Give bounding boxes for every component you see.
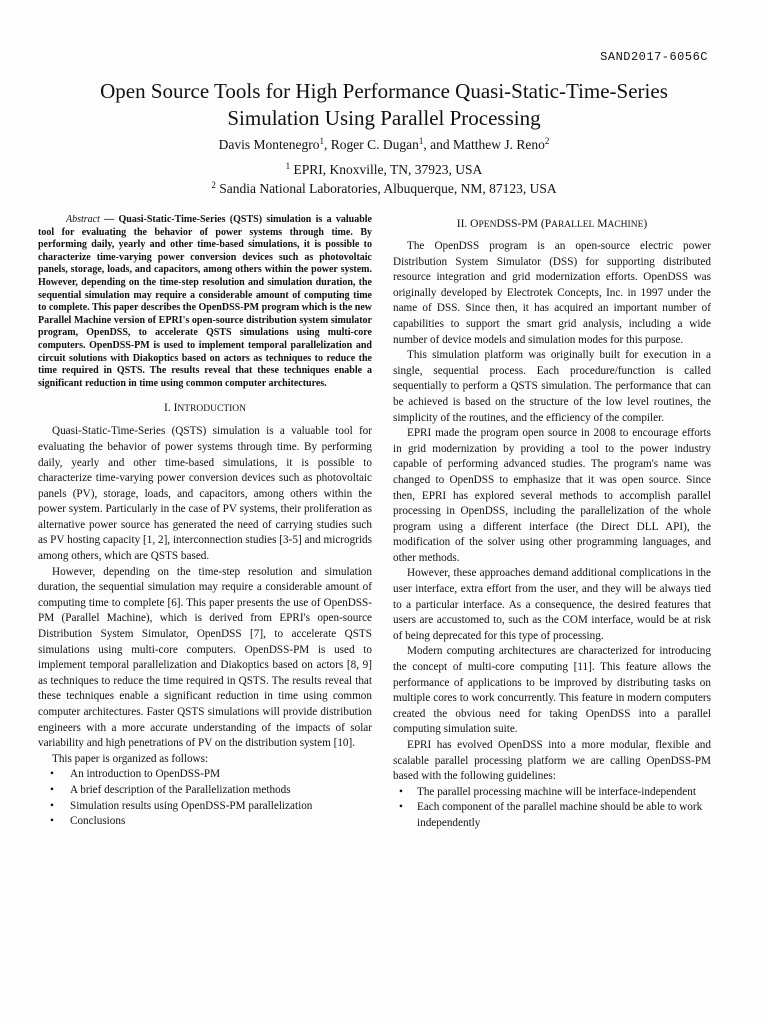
title-line-2: Simulation Using Parallel Processing <box>227 106 541 130</box>
list-item: • Each component of the parallel machine should be able to work independently <box>393 800 711 831</box>
affiliation-1 <box>40 162 728 178</box>
list-item: • A brief description of the Parallelization methods <box>38 783 372 799</box>
author-list <box>40 137 728 153</box>
author-affiliation-mark: 1 <box>418 136 424 146</box>
outline-list <box>38 767 372 829</box>
body-paragraph: However, these approaches demand additional complications in the user interface, extra effort from the user, and they will be always tied to a particular interface. As a consequence, the desired features that users are accustomed to, such as the COM interface, would be at risk of being deprecated for this type of processing. <box>393 567 711 642</box>
author-affiliation-mark: 1 <box>319 136 324 146</box>
paper-title <box>40 78 728 132</box>
author-name: Davis Montenegro <box>218 137 320 152</box>
author-name: Matthew J. Reno <box>452 137 545 152</box>
body-paragraph: Modern computing architectures are characterized for introducing the concept of multi-core computing [11]. This feature allows the performance of applications to be improved by distributing tasks on multiple cores to work concurrently. This feature in modern computers created the obvious need for taking OpenDSS into a parallel computing simulation suite. <box>393 645 711 736</box>
body-paragraph: However, depending on the time-step resolution and simulation duration, the sequential simulation may require a considerable amount of computing time to complete [6]. This paper presents the use of OpenDSS-PM (Parallel Machine), which is derived from EPRI's open-source Distribution System Simulator, OpenDSS [7], to accelerate QSTS simulations using multi-core computers. OpenDSS-PM is used to implement temporal parallelization and Diakoptics based on actors [8, 9] as techniques to reduce the time required in QSTS. The results reveal that these techniques enable a significant reduction in time using common computer architectures. Faster QSTS simulations will provide distribution engineers with a more accurate understanding of the impacts of solar variability and high penetrations of PV on the distribution system [10]. <box>38 565 372 750</box>
affiliation-text: EPRI, Knoxville, TN, 37923, USA <box>290 162 483 177</box>
section-heading-introduction: I. INTRODUCTION <box>163 402 247 415</box>
body-paragraph: This simulation platform was originally built for execution in a single, sequential process. Each procedure/function is called sequentially to perform a QSTS simulation. The performance that can be achieved is based on the structure of the low level routines, the simplicity of the routines, and the efficiency of the compiler. <box>393 349 711 424</box>
body-paragraph: Quasi-Static-Time-Series (QSTS) simulation is a valuable tool for evaluating the behavior of power systems through time. By performing daily, yearly and other time-based simulations, it is possible to characterize time-varying power conversion devices such as photovoltaic panels (PV), storage, loads, and capacitors, among others within the power system. Particularly in the case of PV systems, their proliferation as alternative power source has generated the need of carrying studies such as PV hosting capacity [1, 2], interconnection studies [3-5] and microgrids among others, which are QSTS based. <box>38 425 372 563</box>
abstract-label: Abstract <box>66 214 100 225</box>
title-line-1: Open Source Tools for High Performance Quasi-Static-Time-Series <box>100 79 668 103</box>
author-name: Roger C. Dugan <box>330 137 419 152</box>
list-item: • Simulation results using OpenDSS-PM parallelization <box>38 799 372 815</box>
left-column <box>38 214 372 830</box>
list-item: • The parallel processing machine will be interface-independent <box>393 785 711 801</box>
list-item: • Conclusions <box>38 814 372 830</box>
section-heading-opendss-pm: II. OPENDSS-PM (PARALLEL MACHINE) <box>456 218 648 230</box>
body-paragraph: EPRI has evolved OpenDSS into a more modular, flexible and scalable parallel processing platform we are calling OpenDSS-PM based with the following guidelines: <box>393 739 711 783</box>
abstract-text: Quasi-Static-Time-Series (QSTS) simulation is a valuable tool for evaluating the behavior of power systems through time. By performing daily, yearly and other time-based simulations, it is possible to characterize time-varying power conversion devices such as photovoltaic panels, storage, loads, and capacitors, among others within the power system. However, depending on the time-step resolution and simulation duration, the sequential simulation may require a considerable amount of computing time to complete. This paper describes the OpenDSS-PM program which is the new Parallel Machine version of EPRI's open-source distribution system simulator program, OpenDSS, to accelerate QSTS simulations using multi-core computers. OpenDSS-PM is used to implement temporal parallelization and circuit solutions with Diakoptics based on actors as techniques to reduce the time required in QSTS. The results reveal that these techniques enable a significant reduction in time using common computer architectures. <box>38 214 372 389</box>
affiliation-2 <box>40 181 728 197</box>
author-separator: , and <box>423 137 453 152</box>
body-paragraph: EPRI made the program open source in 2008 to encourage efforts in grid modernization by providing a tool to the power industry capable of performing advanced studies. The program's name was changed to OpenDSS to emphasize that it was open source. Since then, EPRI has explored several methods to accomplish parallel processing in OpenDSS, including the parallelization of the whole program using a different interface (the Direct DLL API), the modification of the solver using other programming languages, and other methods. <box>393 427 711 564</box>
body-paragraph: This paper is organized as follows: <box>52 752 209 765</box>
author-affiliation-mark: 2 <box>544 136 550 146</box>
body-paragraph: The OpenDSS program is an open-source electric power Distribution System Simulator (DSS) for supporting distributed resource integration and grid modernization efforts. OpenDSS was originally developed by Electrotek Concepts, Inc. in 1997 under the name of DSS. Since then, it has acquired an important number of capabilities to support the smart grid analysis, including a wide number of device models and simulation modes for this purpose. <box>393 240 711 346</box>
guidelines-list <box>393 785 711 832</box>
abstract <box>38 214 372 390</box>
abstract-dash: — <box>99 214 119 225</box>
affiliation-number: 2 <box>211 180 216 190</box>
list-item: • An introduction to OpenDSS-PM <box>38 767 372 783</box>
author-separator: , <box>323 137 331 152</box>
affiliation-number: 1 <box>285 161 291 171</box>
right-column <box>393 214 711 832</box>
report-id: SAND2017-6056C <box>600 50 708 64</box>
affiliation-text: Sandia National Laboratories, Albuquerque, NM, 87123, USA <box>215 181 557 196</box>
